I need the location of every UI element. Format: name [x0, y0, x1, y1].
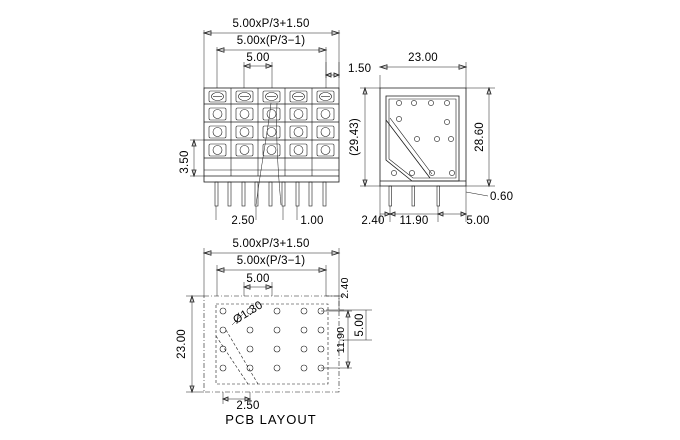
pcb-layout-title: PCB LAYOUT: [225, 412, 317, 427]
front-dim-pitch: [244, 52, 272, 68]
pcb-dim-pitch: [244, 273, 272, 296]
pcb-hole-dia-callout: [231, 299, 265, 326]
front-pin-offset-label: 2.50: [231, 215, 255, 227]
front-dim-pin-offset: [216, 206, 256, 227]
side-pin-span-label: 11.90: [399, 215, 429, 227]
front-overall-top-label: 5.00xP/3+1.50: [232, 18, 310, 30]
side-height-ref-label: (29.43): [349, 118, 361, 156]
side-view: [349, 52, 513, 227]
front-dim-edge: [326, 63, 371, 77]
pcb-overall-top-label: 5.00xP/3+1.50: [232, 238, 310, 250]
pcb-pitch-label: 5.00: [246, 273, 270, 285]
front-dim-pin-spacing: [283, 206, 324, 227]
side-dim-height: [466, 88, 495, 186]
front-dim-overall: [204, 18, 339, 35]
front-edge-label: 1.50: [348, 63, 372, 75]
side-pin-thickness-label: 0.60: [490, 191, 514, 203]
front-dim-span: [217, 35, 326, 52]
pcb-dim-depth: [176, 296, 204, 392]
pcb-dim-span: [217, 255, 326, 296]
front-level-height-label: 3.50: [179, 150, 191, 174]
pcb-layout-view: [176, 238, 372, 427]
pcb-hole-dia-label: Ø1.30: [231, 299, 266, 327]
pcb-pin-offset-label: 2.50: [236, 400, 260, 412]
front-pitch-label: 5.00: [246, 52, 270, 64]
pcb-span-label: 5.00x(P/3−1): [236, 255, 306, 267]
side-dim-depth: [380, 52, 466, 88]
front-pins: [215, 182, 326, 206]
side-pin-front-label: 2.40: [361, 215, 385, 227]
side-bottom-dims: [361, 186, 489, 227]
side-dim-height-ref: [349, 88, 380, 186]
side-depth-label: 23.00: [408, 52, 438, 64]
front-pin-spacing-label: 1.00: [300, 215, 324, 227]
side-dim-pin-thickness: [466, 191, 513, 203]
pcb-dim-row-span: [321, 311, 352, 368]
pcb-dim-row-front: [326, 277, 351, 310]
pcb-row-span-label: 11.90: [335, 326, 347, 354]
side-pins: [389, 186, 440, 206]
front-span-label: 5.00x(P/3−1): [236, 35, 306, 47]
pcb-row-rear-label: 5.00: [354, 313, 366, 337]
pcb-row-front-label: 2.40: [339, 277, 351, 299]
side-height-label: 28.60: [474, 122, 486, 152]
side-pin-rear-label: 5.00: [466, 215, 490, 227]
front-view: [179, 18, 371, 227]
front-dim-level-height: [179, 140, 204, 176]
pcb-dim-pin-offset: [223, 392, 260, 412]
pcb-depth-label: 23.00: [176, 329, 188, 359]
